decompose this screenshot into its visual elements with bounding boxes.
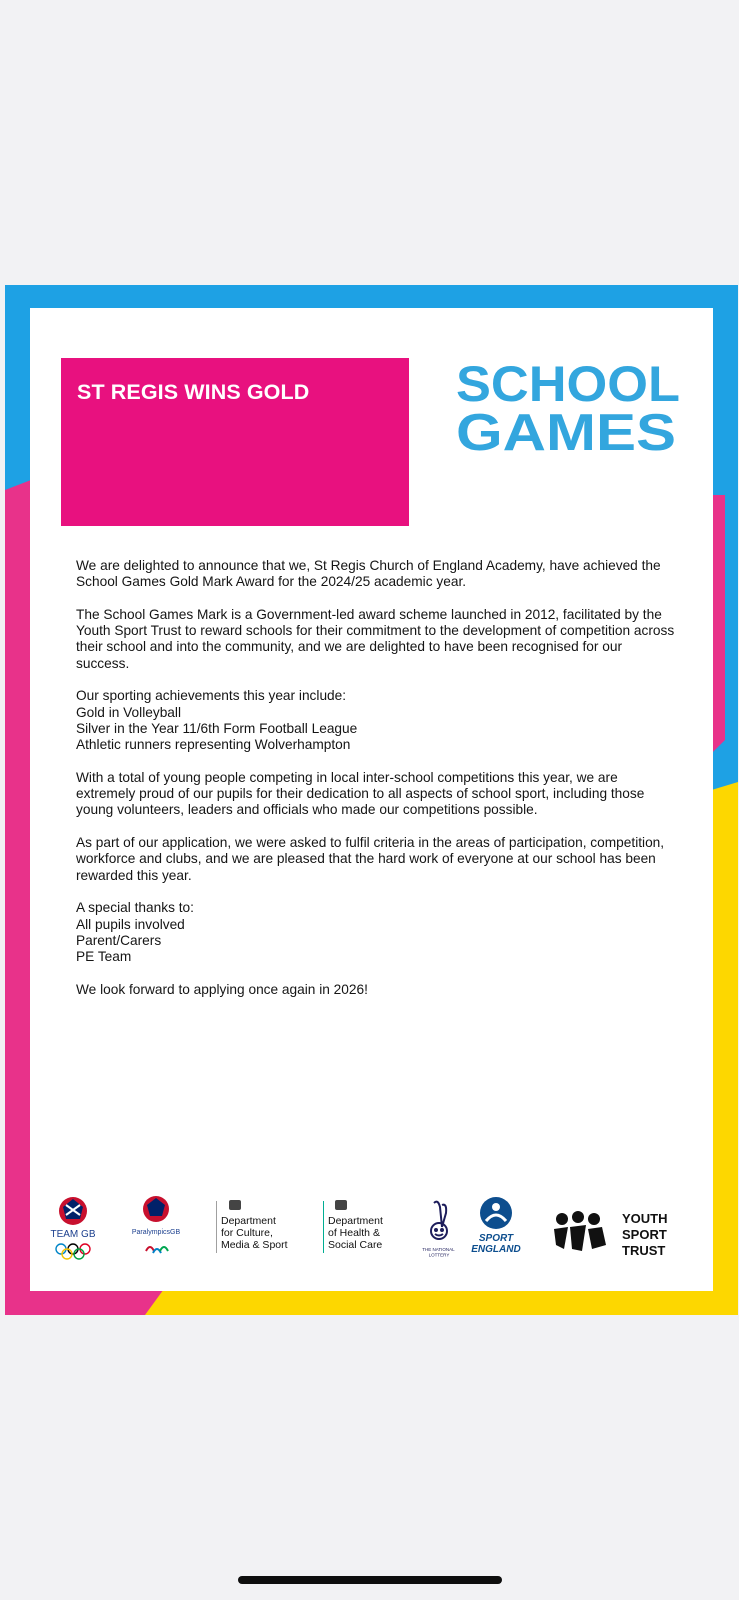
yst-line2: SPORT: [622, 1227, 667, 1242]
crest-icon: [332, 1198, 350, 1212]
thanks-item: All pupils involved: [76, 916, 185, 932]
paragraph-application: As part of our application, we were asked to fulfil criteria in the areas of participation, competition, workforce and clubs, and we are pleased that the hard work of everyone at our school has been rewarded this year.: [76, 835, 665, 883]
achievements-section: [76, 688, 676, 753]
youth-sport-trust-logo: [552, 1209, 682, 1261]
sport-england-logo: [468, 1195, 524, 1259]
olympic-rings-icon: [56, 1244, 90, 1259]
sport-england-line1: SPORT: [478, 1233, 514, 1244]
lottery-label: [422, 1247, 456, 1258]
dcms-label: Department for Culture, Media & Sport: [221, 1215, 288, 1251]
sport-england-line2: ENGLAND: [471, 1244, 521, 1255]
achievement-item: Gold in Volleyball: [76, 704, 182, 720]
logo-line-school: SCHOOL: [456, 356, 680, 412]
dhsc-label: Department of Health & Social Care: [328, 1215, 383, 1251]
lottery-label-line: THE NATIONAL: [422, 1247, 455, 1252]
lion-icon: [143, 1196, 169, 1222]
school-games-logo: [452, 354, 684, 454]
agitos-icon: [146, 1247, 168, 1253]
paralympics-gb-logo: [126, 1193, 186, 1265]
achievement-item: Athletic runners representing Wolverhampton: [76, 737, 351, 753]
thanks-item: Parent/Carers: [76, 932, 162, 948]
dcms-rule: [216, 1201, 217, 1253]
closing-line: We look forward to applying once again in 2026!: [76, 981, 368, 997]
lion-icon: [59, 1197, 87, 1225]
dhsc-rule: [323, 1201, 324, 1253]
paragraph-participation: With a total of young people competing in local inter-school competitions this year, we are extremely proud of our pupils for their dedication to all aspects of school sport, including those young volunteers, leaders and officials who made our competitions possible.: [76, 769, 645, 818]
team-gb-logo: [48, 1193, 98, 1265]
thanks-section: [76, 900, 676, 965]
yst-line3: TRUST: [622, 1243, 666, 1258]
logo-line-games: GAMES: [456, 404, 676, 454]
achievement-item: Silver in the Year 11/6th Form Football League: [76, 720, 358, 736]
paralympics-label: ParalympicsGB: [131, 1229, 181, 1236]
page-title: ST REGIS WINS GOLD: [77, 380, 310, 404]
title-banner: [61, 358, 409, 526]
crossed-fingers-icon: [431, 1202, 447, 1239]
paragraph-about-mark: The School Games Mark is a Government-led award scheme launched in 2012, facilitated by the Youth Sport Trust to reward schools for their commitment to the development of competition across their school and into the community, and we are delighted to have been recognised for our success.: [76, 606, 675, 671]
letter-page: [30, 308, 713, 1291]
figures-icon: [554, 1211, 606, 1251]
crest-icon: [226, 1198, 244, 1212]
yst-line1: YOUTH: [622, 1211, 668, 1226]
paragraph-announcement: We are delighted to announce that we, St Regis Church of England Academy, have achieved the School Games Gold Mark Award for the 2024/25 academic year.: [76, 558, 661, 590]
lottery-label-line2: LOTTERY: [428, 1252, 450, 1258]
thanks-intro: A special thanks to:: [76, 900, 194, 916]
school-games-poster: [5, 285, 738, 1315]
achievements-intro: Our sporting achievements this year include:: [76, 688, 347, 704]
national-lottery-logo: [416, 1197, 462, 1261]
team-gb-label: TEAM GB: [50, 1229, 96, 1240]
sponsor-logos: [30, 1193, 713, 1283]
home-indicator[interactable]: [238, 1576, 502, 1584]
thanks-item: PE Team: [76, 949, 132, 965]
sport-england-emblem-icon: [480, 1197, 512, 1229]
letter-body: [76, 558, 676, 1014]
